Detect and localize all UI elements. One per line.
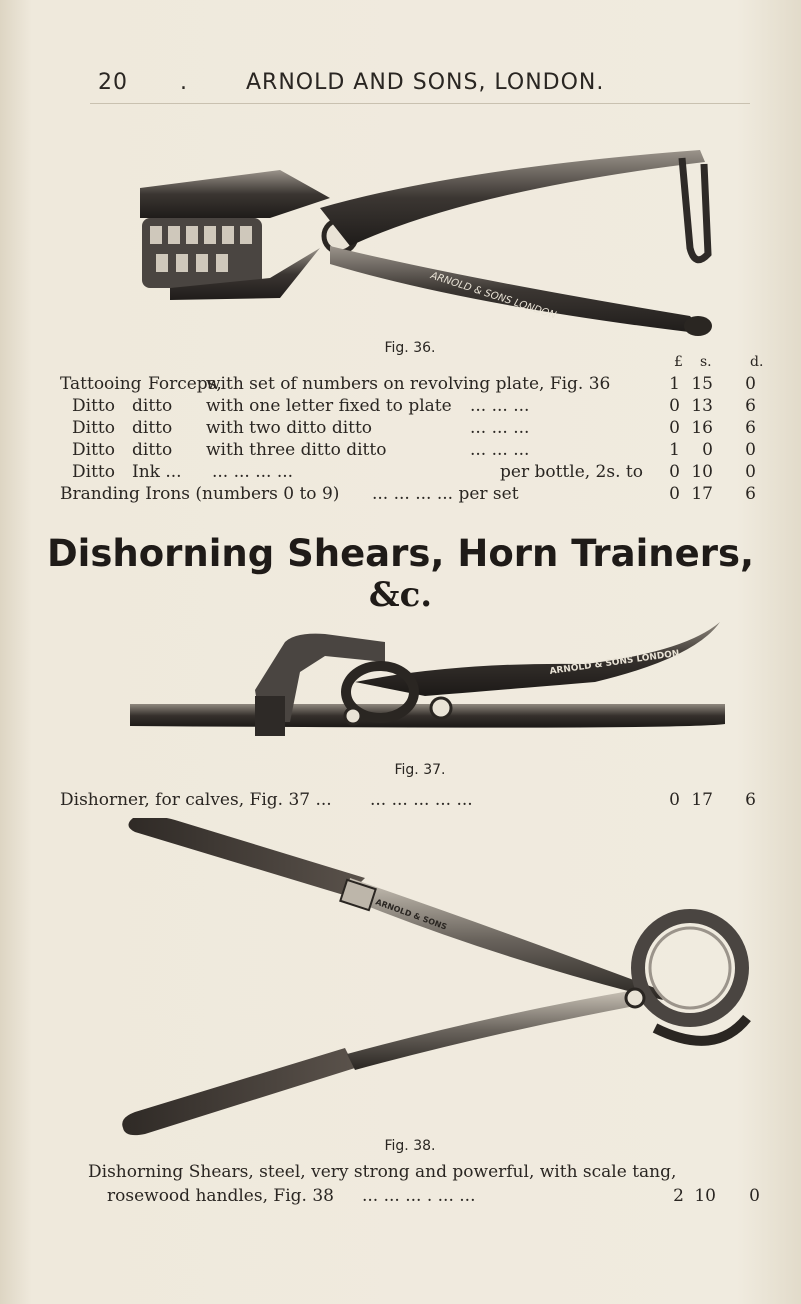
section-heading: Dishorning Shears, Horn Trainers,: [46, 532, 755, 575]
item-name: Ditto: [72, 440, 115, 460]
dishorning-shears-illustration: [115, 818, 765, 1138]
item-description: with one letter fixed to plate: [206, 396, 452, 416]
shillings-heading: s.: [700, 354, 712, 370]
leader-dots: ... ... ... ...: [212, 462, 294, 482]
price-row-shears-line2: [0, 1186, 801, 1210]
item-unit: per bottle, 2s. to: [500, 462, 643, 482]
leader-dots: ... ... ... ... ...: [370, 790, 473, 810]
price-pence: 0: [745, 440, 756, 460]
price-pence: 0: [745, 462, 756, 482]
section-subheading: &c.: [368, 575, 433, 615]
price-row-shears-line1: [0, 1162, 801, 1186]
header-rule: [90, 103, 750, 104]
price-row: [0, 484, 801, 508]
item-description: with two ditto ditto: [206, 418, 373, 438]
page-header: [0, 70, 801, 110]
price-row: [0, 396, 801, 420]
item-type: ditto: [132, 396, 173, 416]
item-name: Ditto: [72, 462, 115, 482]
leader-dots: ... ... ...: [470, 418, 530, 438]
header-title: ARNOLD AND SONS, LONDON.: [246, 70, 605, 95]
price-shillings: 13: [691, 396, 713, 416]
price-pounds: 0: [669, 396, 680, 416]
price-pounds: 1: [669, 440, 680, 460]
leader-dots: ... ... ...: [470, 396, 530, 416]
price-pounds: 0: [669, 484, 680, 504]
fig37-caption: Fig. 37.: [394, 762, 446, 778]
price-column-headings: [655, 354, 775, 372]
price-pounds: 0: [669, 418, 680, 438]
leader-dots: ... ... ...: [470, 440, 530, 460]
header-separator: .: [180, 70, 188, 95]
fig36-engraving: ARNOLD & SONS LONDON: [429, 270, 558, 322]
leader-dots: ... ... ... ... per set: [372, 484, 519, 504]
item-name: Branding Irons (numbers 0 to 9): [60, 484, 340, 504]
item-type: ditto: [132, 440, 173, 460]
item-description: with set of numbers on revolving plate, Fig. 36: [206, 374, 611, 394]
item-type: Forceps,: [148, 374, 222, 394]
price-pence: 6: [745, 790, 756, 810]
item-description: with three ditto ditto: [206, 440, 387, 460]
price-shillings: 0: [702, 440, 713, 460]
price-pounds: 0: [669, 462, 680, 482]
pounds-heading: £: [674, 354, 683, 370]
price-pence: 6: [745, 418, 756, 438]
price-shillings: 10: [691, 462, 713, 482]
leader-dots: ... ... ... . ... ...: [362, 1186, 476, 1206]
price-shillings: 17: [691, 790, 713, 810]
price-row: [0, 440, 801, 464]
price-row: [0, 462, 801, 486]
fig37-engraving: ARNOLD & SONS LONDON: [549, 648, 681, 677]
fig38-engraving: ARNOLD & SONS: [374, 897, 449, 932]
fig38-caption: Fig. 38.: [384, 1138, 436, 1154]
price-pounds: 1: [669, 374, 680, 394]
price-pence: 0: [749, 1186, 760, 1206]
price-shillings: 10: [694, 1186, 716, 1206]
item-name: Ditto: [72, 396, 115, 416]
price-shillings: 15: [691, 374, 713, 394]
pence-heading: d.: [750, 354, 764, 370]
item-description-cont: rosewood handles, Fig. 38: [107, 1186, 334, 1206]
dishorner-illustration: [125, 612, 730, 762]
price-pounds: 2: [673, 1186, 684, 1206]
price-row-dishorner: [0, 790, 801, 814]
price-pence: 6: [745, 484, 756, 504]
item-type: Ink ...: [132, 462, 182, 482]
price-row: [0, 418, 801, 442]
price-shillings: 17: [691, 484, 713, 504]
item-description: Dishorning Shears, steel, very strong and powerful, with scale tang,: [88, 1162, 677, 1182]
item-description: Dishorner, for calves, Fig. 37 ...: [60, 790, 332, 810]
page-number: 20: [98, 70, 128, 95]
price-shillings: 16: [691, 418, 713, 438]
item-type: ditto: [132, 418, 173, 438]
item-name: Tattooing: [60, 374, 142, 394]
item-name: Ditto: [72, 418, 115, 438]
fig36-caption: Fig. 36.: [384, 340, 436, 356]
price-pounds: 0: [669, 790, 680, 810]
price-pence: 6: [745, 396, 756, 416]
price-pence: 0: [745, 374, 756, 394]
tattooing-forceps-illustration: [130, 128, 730, 343]
price-row: [0, 374, 801, 398]
